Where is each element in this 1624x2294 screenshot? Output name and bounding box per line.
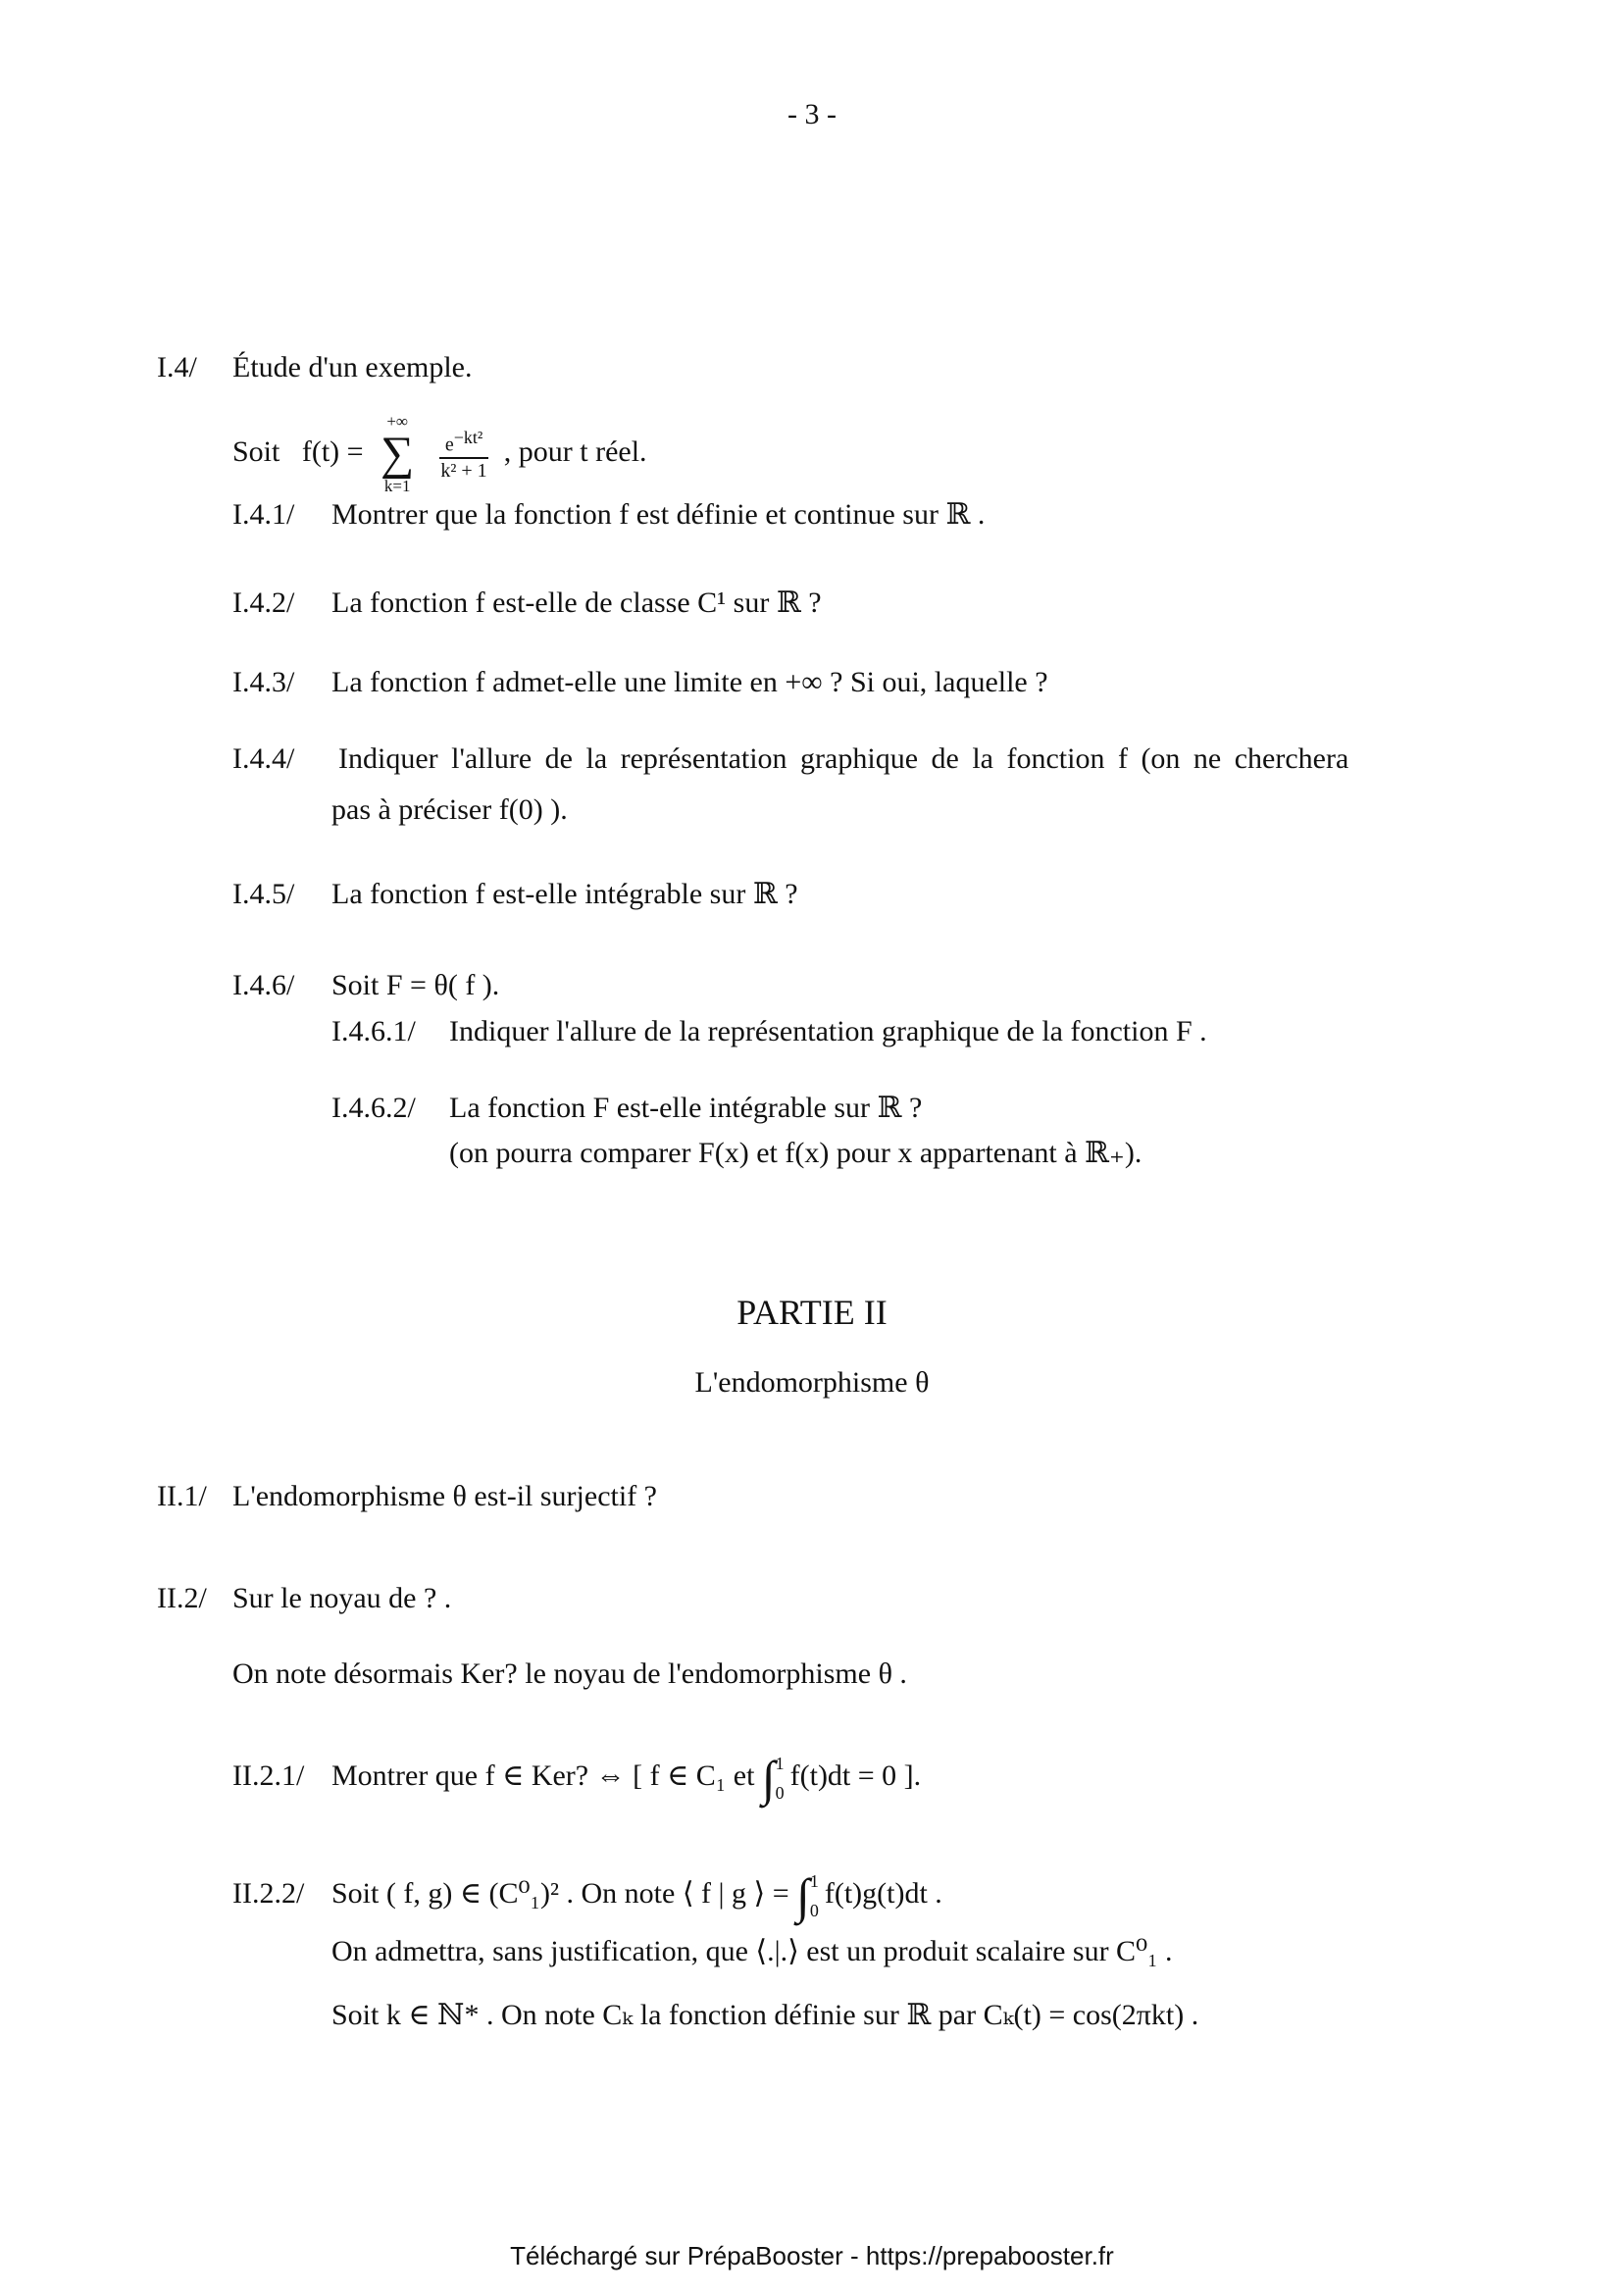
question-i44: I.4.4/ Indiquer l'allure de la représentation graphique de la fonction f (on ne cherchera <box>232 742 1349 775</box>
section-heading <box>157 350 473 385</box>
function-definition <box>232 412 647 496</box>
fraction: $\frac{e^{-kt^2}}{\text{k² + 1}}$ <box>440 428 487 482</box>
question-ii22: II.2.2/ Soit ( f, g) ∈ (C⁰₁)² . On note ⟨ f | g ⟩ = ∫ 1 0 f(t)g(t)dt . <box>232 1868 942 1923</box>
sum-symbol: +∞ ∑ k=1 <box>381 412 415 495</box>
question-i462: I.4.6.2/ La fonction F est-elle intégrable sur ℝ ? <box>331 1092 923 1124</box>
question-i43: I.4.3/ La fonction f admet-elle une limite en +∞ ? Si oui, laquelle ? <box>232 666 1048 698</box>
question-i41: I.4.1/ Montrer que la fonction f est définie et continue sur ℝ . <box>232 498 986 531</box>
page-number: - 3 - <box>787 98 837 130</box>
question-ii21: II.2.1/ Montrer que f ∈ Ker? ⇔ [ f ∈ C₁ et ∫ 1 0 f(t)dt = 0 ]. <box>232 1751 922 1806</box>
lhs: f(t) = <box>301 434 364 468</box>
integral-symbol: ∫ <box>761 1751 776 1806</box>
question-i462-cont: (on pourra comparer F(x) et f(x) pour x appartenant à ℝ₊). <box>449 1137 1142 1169</box>
question-i46: I.4.6/ Soit F = θ( f ). <box>232 969 500 1001</box>
question-ii2: II.2/ Sur le noyau de ? . <box>157 1582 452 1614</box>
kernel-note: On note désormais Ker? le noyau de l'endomorphisme θ . <box>232 1657 907 1690</box>
section-title: Étude d'un exemple. <box>232 351 473 383</box>
question-i42: I.4.2/ La fonction f est-elle de classe C¹ sur ℝ ? <box>232 586 822 619</box>
question-i45: I.4.5/ La fonction f est-elle intégrable sur ℝ ? <box>232 878 798 910</box>
tail: , pour t réel. <box>503 434 647 468</box>
question-i44-cont: pas à préciser f(0) ). <box>331 793 568 826</box>
ck-definition: Soit k ∈ ℕ* . On note Cₖ la fonction définie sur ℝ par Cₖ(t) = cos(2πkt) . <box>331 1999 1199 2031</box>
section-label: I.4/ <box>157 351 197 383</box>
scalar-product-note: On admettra, sans justification, que ⟨.|.⟩ est un produit scalaire sur C⁰₁ . <box>331 1935 1173 1967</box>
part-subtitle: L'endomorphisme θ <box>694 1366 930 1399</box>
part-title: PARTIE II <box>736 1293 888 1332</box>
soit: Soit <box>232 434 280 468</box>
question-i461: I.4.6.1/ Indiquer l'allure de la représentation graphique de la fonction F . <box>331 1015 1207 1047</box>
integral-symbol: ∫ <box>796 1868 810 1923</box>
question-ii1: II.1/ L'endomorphisme θ est-il surjectif ? <box>157 1480 657 1512</box>
footer-download-note: Téléchargé sur PrépaBooster - https://prepabooster.fr <box>510 2241 1114 2270</box>
